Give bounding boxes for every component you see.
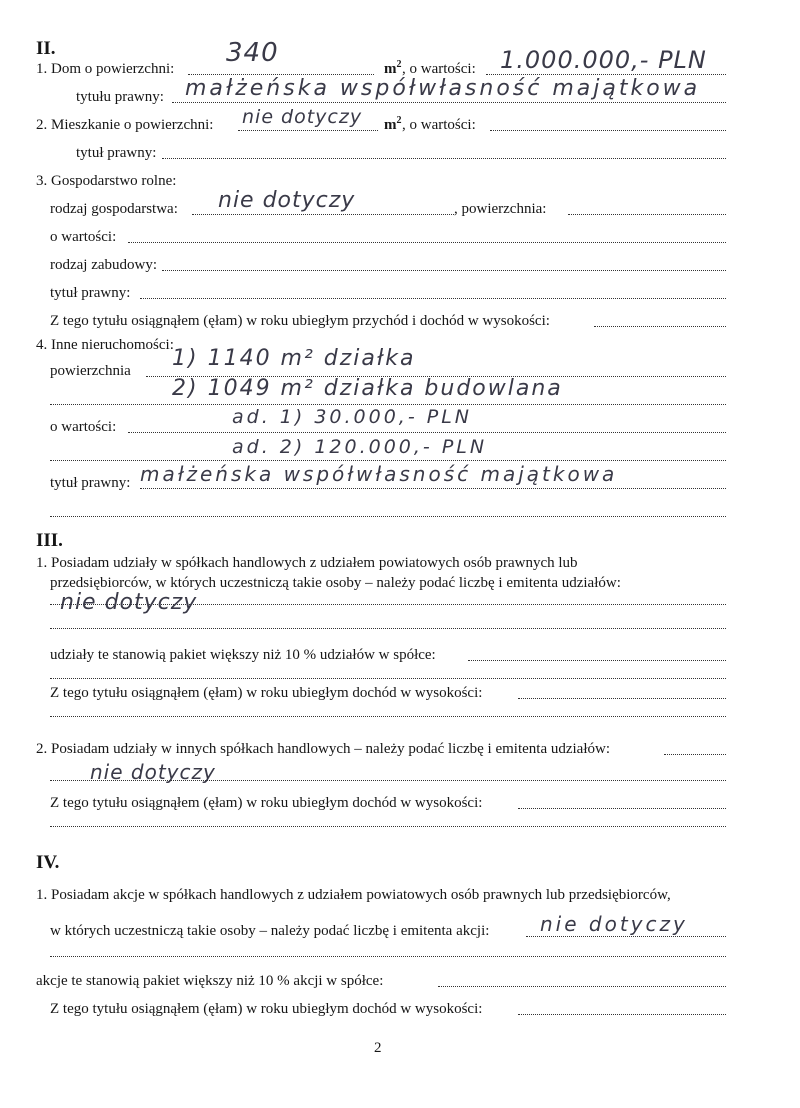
flat-title-field — [162, 158, 726, 159]
other-title-label: tytuł prawny: — [50, 475, 131, 491]
other-value-2: ad. 2) 120.000,- PLN — [232, 436, 488, 458]
house-title-value: małżeńska współwłasność majątkowa — [185, 76, 701, 101]
section-iv-heading: IV. — [36, 852, 60, 873]
shares-1-package-label: udziały te stanowią pakiet większy niż 10 % udziałów w spółce: — [50, 647, 436, 663]
page-number: 2 — [374, 1040, 382, 1056]
shares-2-field-2 — [50, 826, 726, 827]
other-value-field-2 — [50, 460, 726, 461]
house-title-label: tytułu prawny: — [76, 89, 164, 105]
shares-1-answer: nie dotyczy — [60, 590, 198, 615]
other-value-1: ad. 1) 30.000,- PLN — [232, 406, 472, 428]
shares-1-income-field — [518, 698, 726, 699]
other-area-value-2: 2) 1049 m² działka budowlana — [172, 376, 563, 401]
shares-1-field-4 — [50, 716, 726, 717]
house-area-field — [188, 74, 374, 75]
farm-title-label: tytuł prawny: — [50, 285, 131, 301]
shares-1-package-field — [468, 660, 726, 661]
other-area-field-2 — [50, 404, 726, 405]
other-area-value-1: 1) 1140 m² działka — [172, 346, 416, 371]
stocks-1-line-2: w których uczestniczą takie osoby – należy podać liczbę i emitenta akcji: — [50, 923, 490, 939]
farm-income-field — [594, 326, 726, 327]
stocks-1-income-label: Z tego tytułu osiągnąłem (ęłam) w roku ubiegłym dochód w wysokości: — [50, 1001, 483, 1017]
farm-area-label: , powierzchnia: — [454, 201, 547, 217]
stocks-1-answer: nie dotyczy — [540, 912, 688, 936]
farm-buildings-label: rodzaj zabudowy: — [50, 257, 158, 273]
other-property-label: 4. Inne nieruchomości: — [36, 337, 174, 353]
house-area-value: 340 — [226, 38, 279, 68]
house-value-field — [486, 74, 726, 75]
farm-value-field — [128, 242, 726, 243]
stocks-1-field — [526, 936, 726, 937]
farm-type-value: nie dotyczy — [218, 188, 356, 213]
stocks-1-package-label: akcje te stanowią pakiet większy niż 10 % akcji w spółce: — [36, 973, 384, 989]
m2-unit-2: $m^2$ — [384, 115, 402, 133]
shares-2-answer: nie dotyczy — [90, 760, 216, 784]
m2-unit: $m^2$ — [384, 59, 402, 77]
other-value-field-1 — [128, 432, 726, 433]
section-ii-heading: II. — [36, 38, 56, 59]
flat-value-field — [490, 130, 726, 131]
shares-2-field — [664, 754, 726, 755]
stocks-1-income-field — [518, 1014, 726, 1015]
house-area-label: 1. Dom o powierzchni: — [36, 61, 175, 77]
farm-income-label: Z tego tytułu osiągnąłem (ęłam) w roku ubiegłym przychód i dochód w wysokości: — [50, 313, 550, 329]
farm-title-field — [140, 298, 726, 299]
other-title-field-2 — [50, 516, 726, 517]
other-title-value: małżeńska współwłasność majątkowa — [140, 462, 618, 486]
other-area-label: powierzchnia — [50, 363, 131, 379]
shares-1-line-2: przedsiębiorców, w których uczestniczą takie osoby – należy podać liczbę i emitenta udziałów: — [50, 575, 621, 591]
section-iii-heading: III. — [36, 530, 63, 551]
shares-2-income-field — [518, 808, 726, 809]
flat-area-value: nie dotyczy — [242, 106, 363, 128]
flat-title-label: tytuł prawny: — [76, 145, 157, 161]
farm-value-label: o wartości: — [50, 229, 117, 245]
farm-type-field — [192, 214, 454, 215]
farm-type-label: rodzaj gospodarstwa: — [50, 201, 178, 217]
shares-2-label: 2. Posiadam udziały w innych spółkach handlowych – należy podać liczbę i emitenta udziałów: — [36, 741, 610, 757]
shares-1-income-label: Z tego tytułu osiągnąłem (ęłam) w roku ubiegłym dochód w wysokości: — [50, 685, 483, 701]
shares-1-field-2 — [50, 628, 726, 629]
flat-area-label: 2. Mieszkanie o powierzchni: — [36, 117, 214, 133]
farm-area-field — [568, 214, 726, 215]
shares-1-field-3 — [50, 678, 726, 679]
shares-1-line-1: 1. Posiadam udziały w spółkach handlowych z udziałem powiatowych osób prawnych lub — [36, 555, 578, 571]
stocks-1-line-1: 1. Posiadam akcje w spółkach handlowych z udziałem powiatowych osób prawnych lub przedsiębiorców, — [36, 887, 671, 903]
flat-area-field — [238, 130, 378, 131]
flat-value-label: , o wartości: — [402, 117, 476, 133]
house-value-label: , o wartości: — [402, 61, 476, 77]
stocks-1-package-field — [438, 986, 726, 987]
other-value-label: o wartości: — [50, 419, 117, 435]
other-title-field-1 — [140, 488, 726, 489]
farm-buildings-field — [162, 270, 726, 271]
shares-2-income-label: Z tego tytułu osiągnąłem (ęłam) w roku ubiegłym dochód w wysokości: — [50, 795, 483, 811]
stocks-1-field-1 — [50, 956, 726, 957]
house-title-field — [172, 102, 726, 103]
farm-label: 3. Gospodarstwo rolne: — [36, 173, 177, 189]
house-value: 1.000.000,- PLN — [500, 46, 707, 74]
